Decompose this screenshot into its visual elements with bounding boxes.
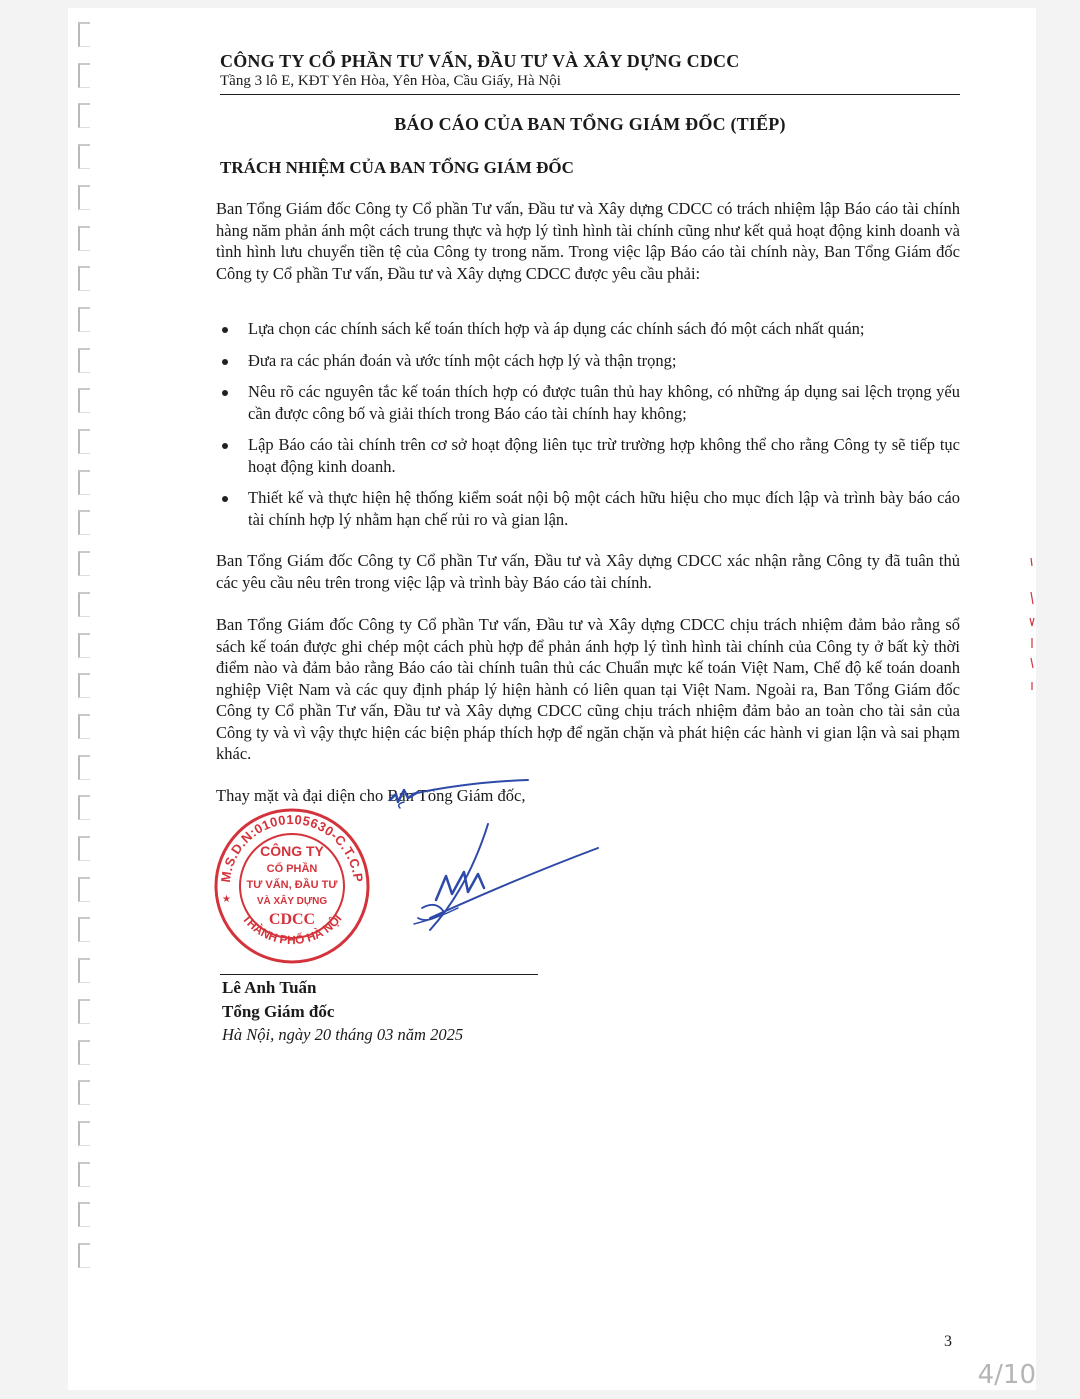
list-item-text: Nêu rõ các nguyên tắc kế toán thích hợp có được tuân thủ hay không, có những áp dụng sai lệch trọng yếu cần được công bố và giải thích trong Báo cáo tài chính hay không; — [248, 382, 960, 423]
list-item — [216, 350, 960, 372]
binding-mark — [78, 551, 90, 576]
list-item — [216, 434, 960, 477]
signoff-text: Thay mặt và đại diện cho Ban Tổng Giám đốc, — [216, 786, 526, 805]
binding-mark — [78, 877, 90, 902]
seal-line: TƯ VẤN, ĐẦU TƯ — [246, 879, 338, 891]
binding-mark — [78, 144, 90, 169]
binding-mark — [78, 836, 90, 861]
binding-mark — [78, 633, 90, 658]
signature-date: Hà Nội, ngày 20 tháng 03 năm 2025 — [222, 1025, 464, 1044]
document-header — [220, 50, 960, 90]
binding-mark — [78, 103, 90, 128]
binding-mark — [78, 63, 90, 88]
binding-mark — [78, 795, 90, 820]
bullet-icon — [222, 390, 228, 396]
binding-mark — [78, 388, 90, 413]
page-counter: 4/10 — [977, 1360, 1036, 1390]
binding-mark — [78, 755, 90, 780]
responsibility-paragraph: Ban Tổng Giám đốc Công ty Cổ phần Tư vấn, Đầu tư và Xây dựng CDCC chịu trách nhiệm đảm bảo rằng sổ sách kế toán được ghi chép một cách phù hợp để phản ánh hợp lý tình hình tài chính của Công ty ở bất kỳ thời điểm nào và đảm bảo rằng Báo cáo tài chính tuân thủ các Chuẩn mực kế toán Việt Nam, Chế độ kế toán doanh nghiệp Việt Nam và các quy định pháp lý hiện hành có liên quan tại Việt Nam. Ngoài ra, Ban Tổng Giám đốc Công ty Cổ phần Tư vấn, Đầu tư và Xây dựng CDCC cũng chịu trách nhiệm đảm bảo an toàn cho tài sản của Công ty và vì vậy thực hiện các biện pháp thích hợp để ngăn chặn và phát hiện các hành vi gian lận và sai phạm khác. — [216, 615, 960, 763]
list-item — [216, 318, 960, 340]
binding-mark — [78, 510, 90, 535]
list-item-text: Thiết kế và thực hiện hệ thống kiểm soát nội bộ một cách hữu hiệu cho mục đích lập và trình bày báo cáo tài chính hợp lý nhằm hạn chế rủi ro và gian lận. — [248, 488, 960, 529]
handwritten-signature — [318, 768, 648, 948]
confirmation-paragraph: Ban Tổng Giám đốc Công ty Cổ phần Tư vấn, Đầu tư và Xây dựng CDCC xác nhận rằng Công ty đã tuân thủ các yêu cầu nêu trên trong việc lập và trình bày Báo cáo tài chính. — [216, 551, 960, 592]
binding-mark — [78, 1040, 90, 1065]
list-item — [216, 487, 960, 530]
binding-mark — [78, 958, 90, 983]
binding-mark — [78, 917, 90, 942]
binding-mark — [78, 22, 90, 47]
signature-line — [220, 974, 538, 975]
list-item-text: Lựa chọn các chính sách kế toán thích hợp và áp dụng các chính sách đó một cách nhất quán; — [248, 319, 865, 338]
bullet-icon — [222, 496, 228, 502]
list-item-text: Lập Báo cáo tài chính trên cơ sở hoạt động liên tục trừ trường hợp không thể cho rằng Công ty sẽ tiếp tục hoạt động kinh doanh. — [248, 435, 960, 476]
bullet-icon — [222, 443, 228, 449]
binding-mark — [78, 1162, 90, 1187]
binding-mark — [78, 226, 90, 251]
binding-mark — [78, 714, 90, 739]
header-divider — [220, 94, 960, 95]
company-name: CÔNG TY CỔ PHẦN TƯ VẤN, ĐẦU TƯ VÀ XÂY DỰNG CDCC — [220, 51, 740, 71]
bullet-icon — [222, 359, 228, 365]
binding-mark — [78, 999, 90, 1024]
binding-mark — [78, 1243, 90, 1268]
binding-mark — [78, 1121, 90, 1146]
seal-bottom-text: THÀNH PHỐ HÀ NỘI — [239, 911, 345, 948]
seal-ring-text: M.S.D.N:0100105630-C.T.C.P — [217, 811, 366, 884]
seal-line: CDCC — [268, 911, 316, 928]
binding-mark — [78, 429, 90, 454]
binding-mark — [78, 592, 90, 617]
binding-mark — [78, 185, 90, 210]
company-address: Tầng 3 lô E, KĐT Yên Hòa, Yên Hòa, Cầu Giấy, Hà Nội — [220, 73, 561, 89]
edge-stamp-marks — [1028, 548, 1036, 708]
document-page — [68, 8, 1036, 1390]
binding-marks — [68, 8, 108, 1390]
signer-title: Tổng Giám đốc — [222, 1002, 335, 1021]
seal-star-icon: ★ — [222, 894, 231, 905]
intro-paragraph: Ban Tổng Giám đốc Công ty Cổ phần Tư vấn, Đầu tư và Xây dựng CDCC có trách nhiệm lập Báo cáo tài chính hàng năm phản ánh một cách trung thực và hợp lý tình hình tài chính cũng như kết quả hoạt động kinh doanh và tình hình lưu chuyển tiền tệ của Công ty trong năm. Trong việc lập Báo cáo tài chính này, Ban Tổng Giám đốc Công ty Cổ phần Tư vấn, Đầu tư và Xây dựng CDCC được yêu cầu phải: — [216, 199, 960, 283]
binding-mark — [78, 470, 90, 495]
page-number: 3 — [944, 1333, 952, 1350]
binding-mark — [78, 1080, 90, 1105]
seal-line: VÀ XÂY DỰNG — [256, 896, 328, 907]
report-title: BÁO CÁO CỦA BAN TỔNG GIÁM ĐỐC (TIẾP) — [394, 114, 786, 134]
binding-mark — [78, 1202, 90, 1227]
binding-mark — [78, 266, 90, 291]
bullet-icon — [222, 327, 228, 333]
list-item-text: Đưa ra các phán đoán và ước tính một cách hợp lý và thận trọng; — [248, 350, 677, 370]
seal-line: CỔ PHẦN — [266, 863, 318, 875]
list-item — [216, 381, 960, 424]
binding-mark — [78, 348, 90, 373]
requirements-list — [216, 318, 960, 540]
seal-line: CÔNG TY — [260, 843, 324, 859]
section-heading: TRÁCH NHIỆM CỦA BAN TỔNG GIÁM ĐỐC — [220, 158, 574, 177]
signer-name: Lê Anh Tuấn — [222, 978, 317, 997]
binding-mark — [78, 673, 90, 698]
binding-mark — [78, 307, 90, 332]
